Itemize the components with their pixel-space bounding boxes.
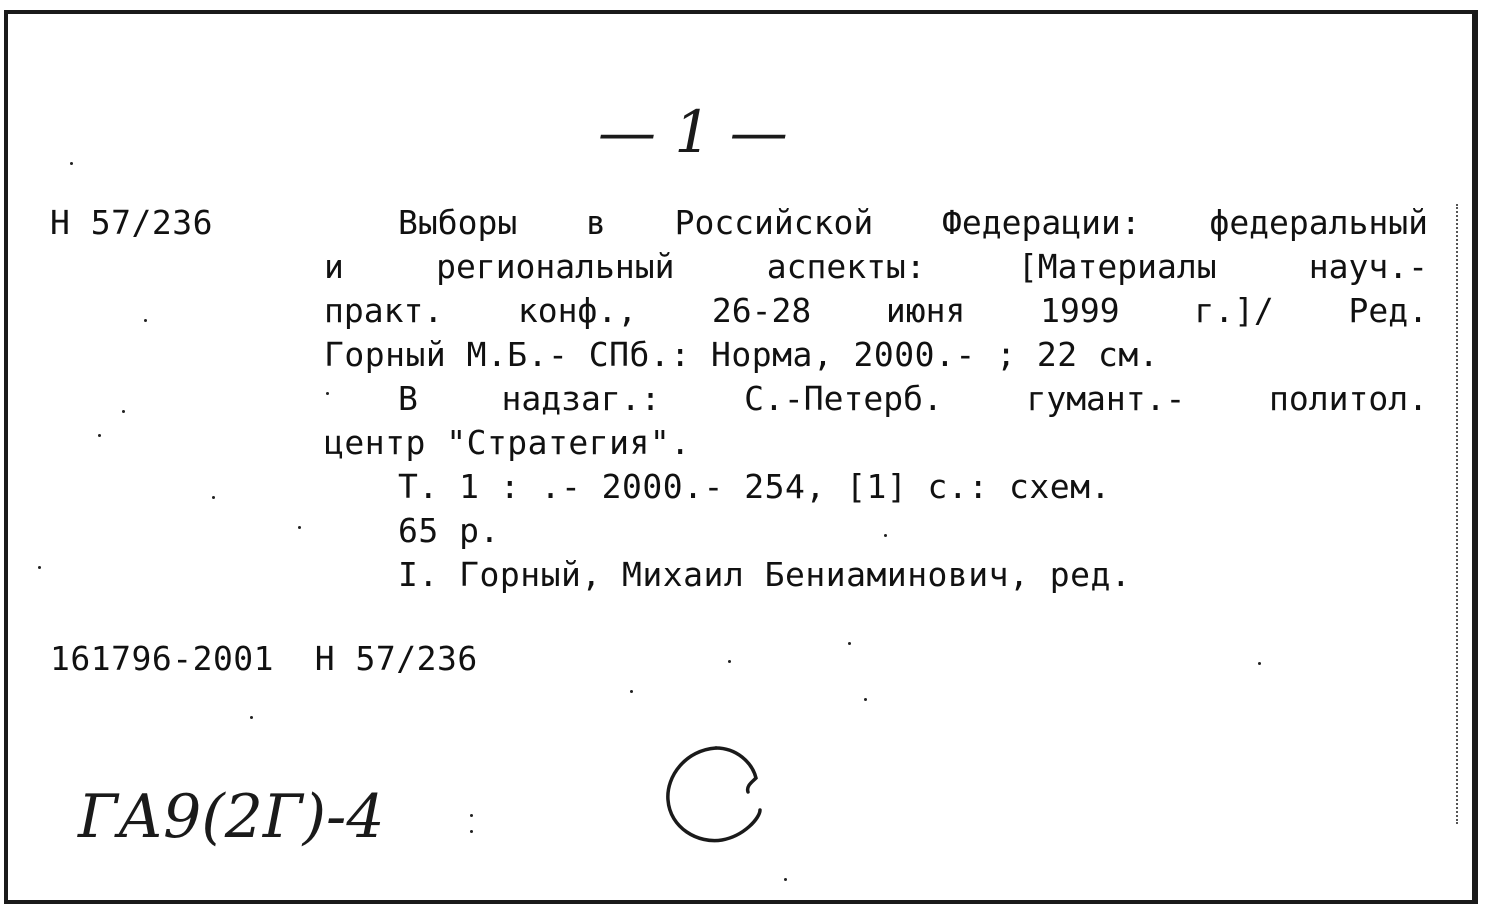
- handwritten-code: ГА9(2Г)-4: [78, 782, 385, 852]
- scan-speck: [144, 319, 147, 322]
- note-line-2: центр "Стратегия".: [324, 423, 691, 462]
- scan-speck: [470, 814, 473, 817]
- shelf-mark: Н 57/236: [50, 203, 213, 242]
- description-line-2: и региональный аспекты: [Материалы науч.-: [324, 250, 1428, 286]
- note-line-1: В надзаг.: С.-Петерб. гумант.- политол.: [398, 382, 1428, 418]
- scan-speck: [122, 410, 125, 413]
- scan-speck: [784, 878, 787, 881]
- description-line-3: практ. конф., 26-28 июня 1999 г.]/ Ред.: [324, 294, 1428, 330]
- price-line: 65 р.: [398, 511, 500, 550]
- scan-speck: [38, 566, 41, 569]
- scan-speck: [298, 526, 301, 529]
- scan-speck: [630, 690, 633, 693]
- right-margin-rule: [1456, 204, 1458, 824]
- punch-hole-icon: [656, 736, 776, 856]
- scan-speck: [98, 434, 101, 437]
- scan-speck: [1258, 662, 1261, 665]
- inventory-line: 161796-2001 Н 57/236: [50, 639, 478, 678]
- scan-speck: [70, 162, 73, 165]
- scan-speck: [212, 496, 215, 499]
- scan-speck: [250, 716, 253, 719]
- scan-speck: [864, 698, 867, 701]
- page-number: — 1 —: [598, 98, 788, 166]
- scan-speck: [326, 392, 329, 395]
- catalog-card: [4, 10, 1478, 904]
- scan-speck: [884, 534, 887, 537]
- description-line-1: Выборы в Российской Федерации: федеральный: [398, 206, 1428, 242]
- volume-line: Т. 1 : .- 2000.- 254, [1] с.: схем.: [398, 467, 1111, 506]
- scan-speck: [728, 660, 731, 663]
- scan-speck: [848, 642, 851, 645]
- description-line-4: Горный М.Б.- СПб.: Норма, 2000.- ; 22 см.: [324, 335, 1160, 374]
- editor-line: I. Горный, Михаил Бениаминович, ред.: [398, 555, 1132, 594]
- scan-speck: [470, 830, 473, 833]
